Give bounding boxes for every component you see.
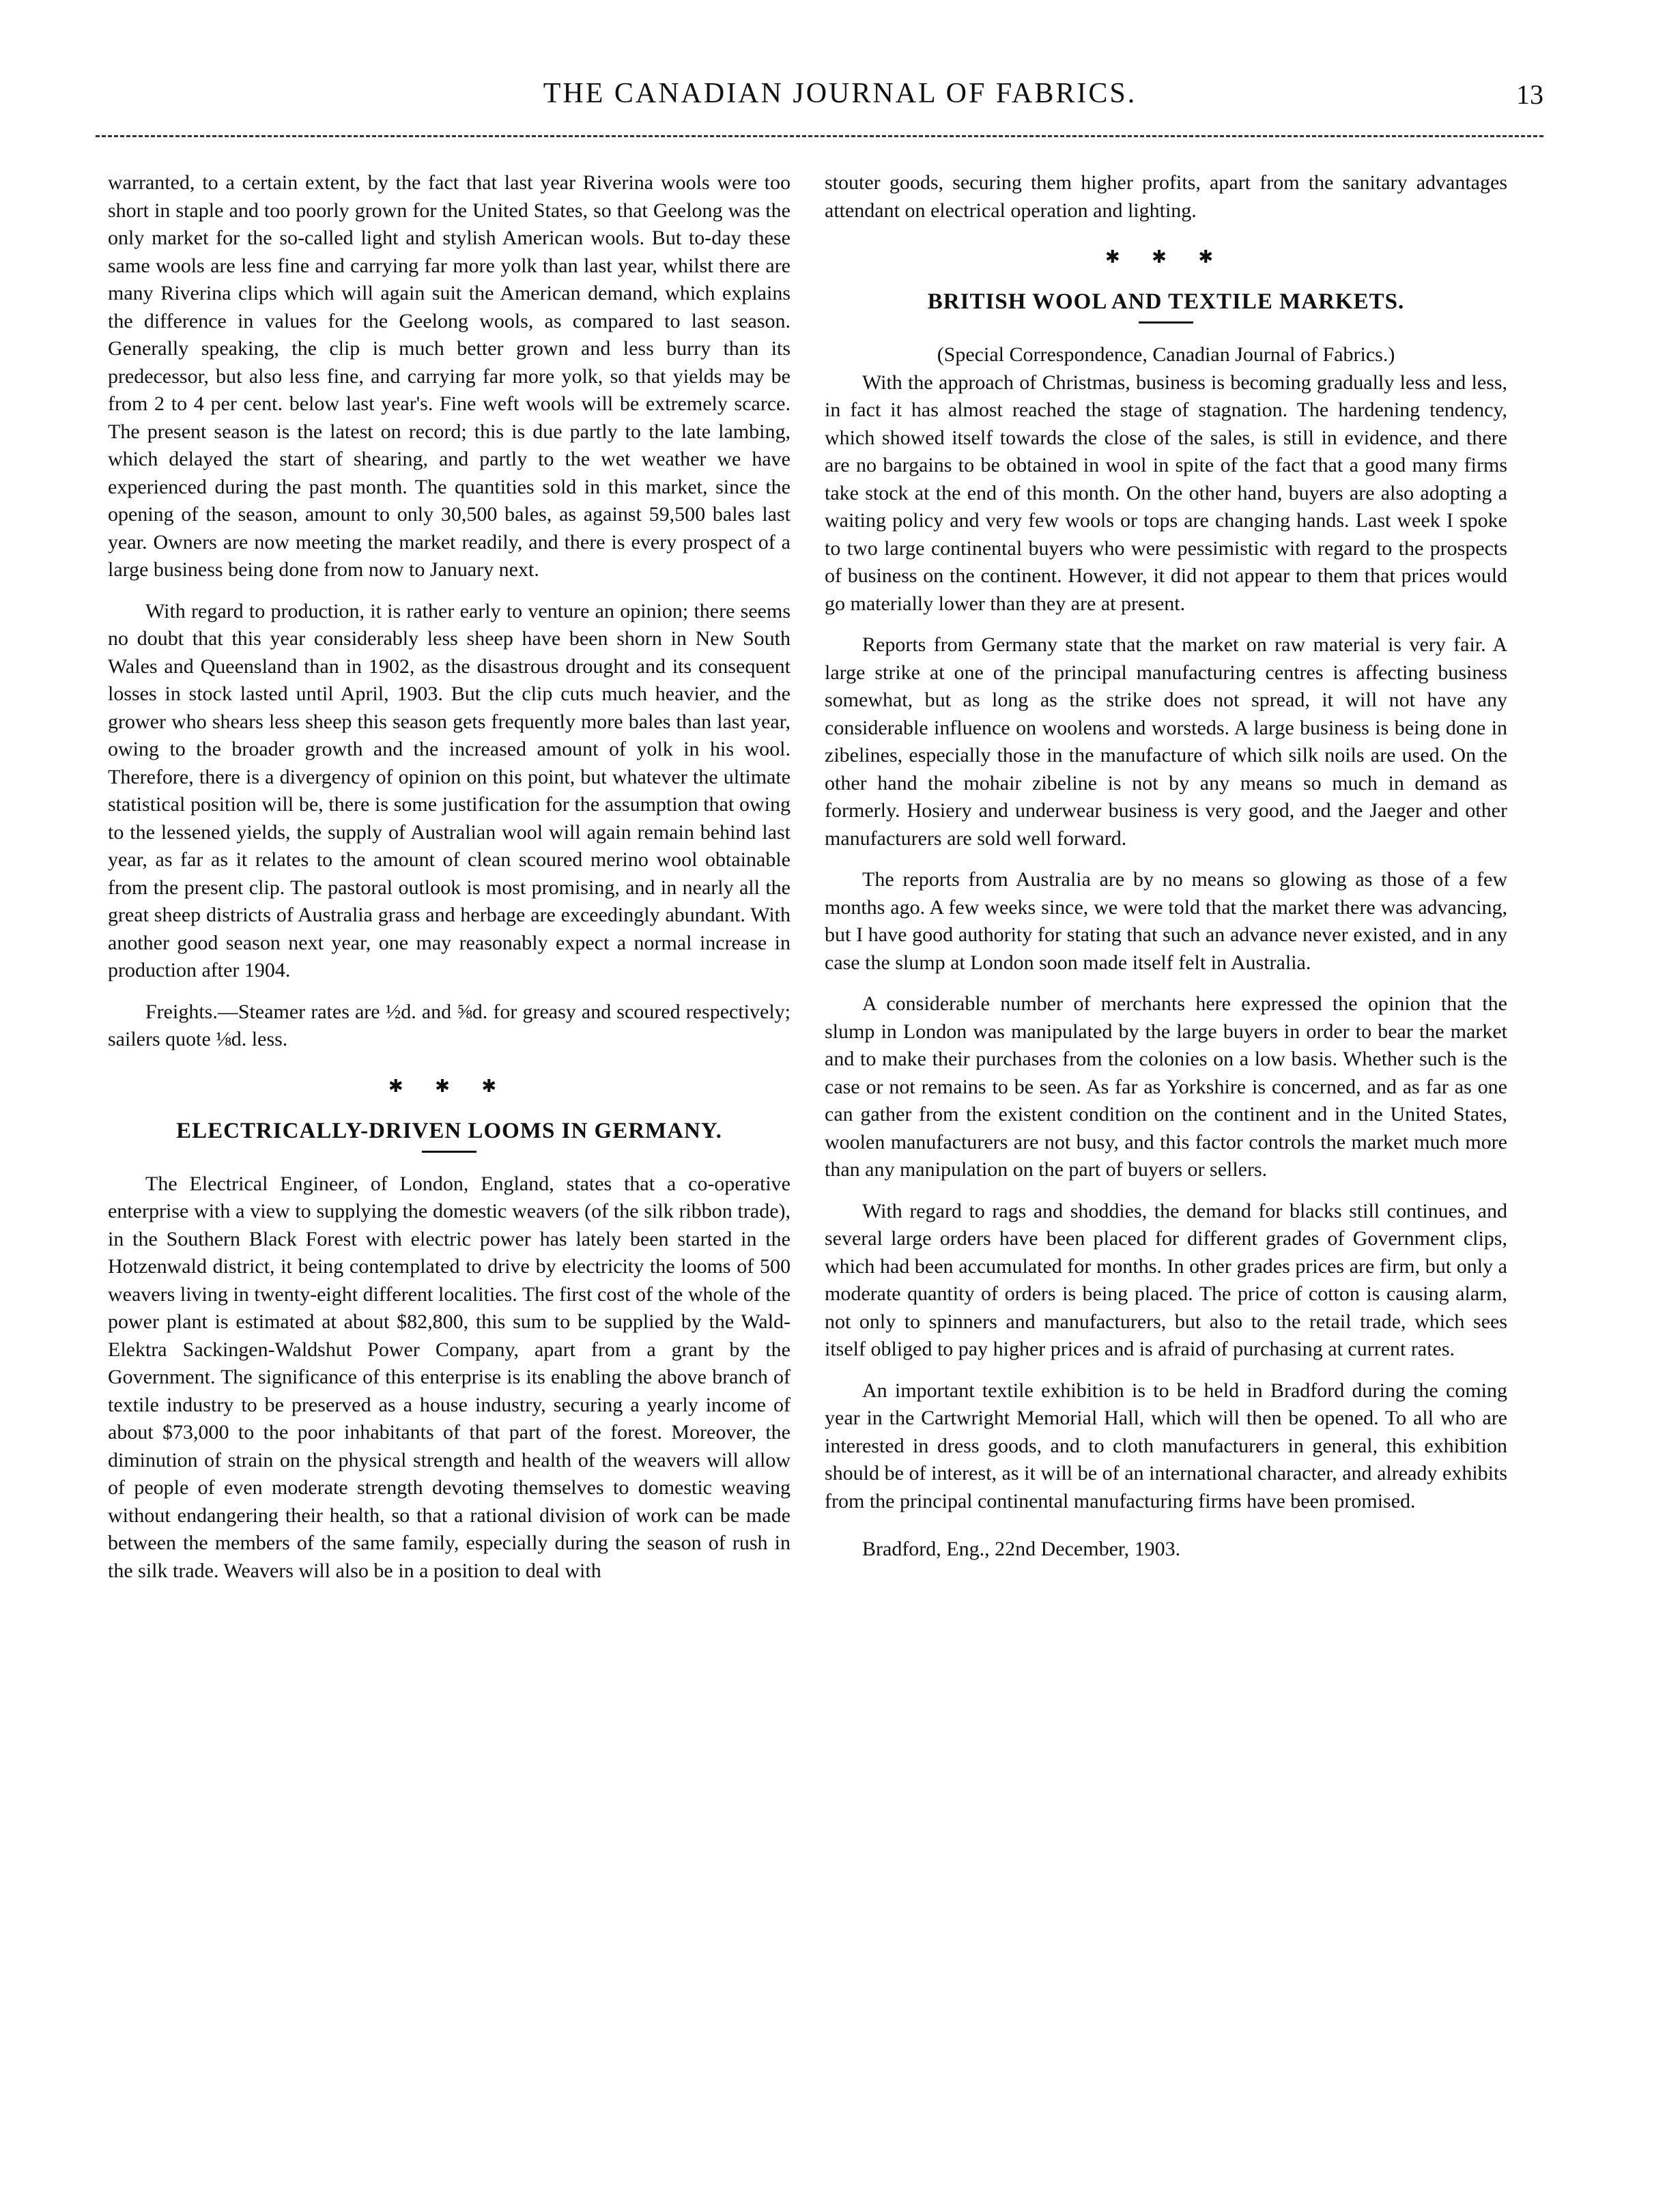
section-ornament: ✱ ✱ ✱ bbox=[388, 1076, 511, 1096]
journal-title: THE CANADIAN JOURNAL OF FABRICS. bbox=[543, 78, 1137, 109]
body-paragraph: An important textile exhibition is to be held in Bradford during the coming year in the Cartwright Memorial Hall, which will then be opened. To all who are interested in dress goods, and to cloth manufacturers in general, this exhibition should be of interest, as it will be of an international character, and already exhibits from the principal continental manufacturing firms have been promised. bbox=[825, 1379, 1507, 1512]
right-column bbox=[825, 169, 1507, 1577]
body-paragraph: With regard to production, it is rather early to venture an opinion; there seems no doubt that this year considerably less sheep have been shorn in New South Wales and Queensland than in 1902, as the disastrous drought and its consequent losses in stock lasted until April, 1903. But the clip cuts much heavier, and the grower who shears less sheep this season gets frequently more bales than last year, owing to the broader growth and the increased amount of yolk in his wool. Therefore, there is a divergency of opinion on this point, but whatever the ultimate statistical position will be, there is some justification for the assumption that owing to the lessened yields, the supply of Australian wool will again remain behind last year, as far as it relates to the amount of clean scoured merino wool obtainable from the present clip. The pastoral outlook is most promising, and in nearly all the great sheep districts of Australia grass and herbage are exceedingly abundant. With another good season next year, one may reasonably expect a normal increase in production after 1904. bbox=[108, 599, 791, 981]
body-paragraph: Freights.—Steamer rates are ½d. and ⅝d. for greasy and scoured respectively; sailers quote ⅛d. less. bbox=[108, 1000, 791, 1050]
article-headline-looms: ELECTRICALLY-DRIVEN LOOMS IN GERMANY. bbox=[176, 1118, 722, 1143]
article-headline-wool-markets: BRITISH WOOL AND TEXTILE MARKETS. bbox=[927, 289, 1405, 314]
body-paragraph: With the approach of Christmas, business is becoming gradually less and less, in fact it has almost reached the stage of stagnation. The hardening tendency, which showed itself towards the close of the sales, is still in evidence, and there are no bargains to be obtained in wool in spite of the fact that a good many firms take stock at the end of this month. On the other hand, buyers are also adopting a waiting policy and very few wools or tops are changing hands. Last week I spoke to two large continental buyers who were pessimistic with regard to the prospects of business on the continent. However, it did not appear to them that prices would go materially lower than they are at present. bbox=[825, 371, 1507, 615]
article-dateline: Bradford, Eng., 22nd December, 1903. bbox=[862, 1538, 1181, 1560]
body-paragraph: The reports from Australia are by no means so glowing as those of a few months ago. A few weeks since, we were told that the market there was advancing, but I have good authority for stating that such an advance never existed, and in any case the slump at London soon made itself felt in Australia. bbox=[825, 868, 1507, 974]
body-paragraph: Reports from Germany state that the market on raw material is very fair. A large strike at one of the principal manufacturing centres is affecting business somewhat, but as long as the strike does not spread, it will not have any considerable influence on woolens and worsteds. A large business is being done in zibelines, especially those in the manufacture of which silk noils are used. On the other hand the mohair zibeline is not by any means so much in demand as formerly. Hosiery and underwear business is very good, and the Jaeger and other manufacturers are sold well forward. bbox=[825, 633, 1507, 850]
section-ornament: ✱ ✱ ✱ bbox=[1105, 247, 1227, 267]
body-paragraph: warranted, to a certain extent, by the fact that last year Riverina wools were too short in staple and too poorly grown for the United States, so that Geelong was the only market for the so-called light and stylish American wools. But to-day these same wools are less fine and carrying far more yolk than last year, whilst there are many Riverina clips which will again suit the American demand, which explains the difference in values for the Geelong wools, as compared to last season. Generally speaking, the clip is much better grown and less burry than its predecessor, but also less fine, and carrying far more yolk, so that yields may be from 2 to 4 per cent. below last year's. Fine weft wools will be extremely scarce. The present season is the latest on record; this is due partly to the late lambing, which delayed the start of shearing, and partly to the wet weather we have experienced during the past month. The quantities sold in this market, since the opening of the season, amount to only 30,500 bales, as against 59,500 bales last year. Owners are now meeting the market readily, and there is every prospect of a large business being done from now to January next. bbox=[108, 171, 791, 581]
body-paragraph: stouter goods, securing them higher profits, apart from the sanitary advantages attendant on electrical operation and lighting. bbox=[825, 171, 1507, 222]
article-byline: (Special Correspondence, Canadian Journal of Fabrics.) bbox=[937, 343, 1395, 366]
body-paragraph: With regard to rags and shoddies, the demand for blacks still continues, and several large orders have been placed for different grades of Government clips, which had been accumulated for months. In other grades prices are firm, but only a moderate quantity of orders is being placed. The price of cotton is causing alarm, not only to spinners and manufacturers, but also to the retail trade, which sees itself obliged to pay higher prices and is afraid of purchasing at current rates. bbox=[825, 1199, 1507, 1360]
header-rule bbox=[96, 135, 1543, 137]
body-paragraph: A considerable number of merchants here expressed the opinion that the slump in London was manipulated by the large buyers in order to bear the market and to make their purchases from the colonies on a low basis. Whether such is the case or not remains to be seen. As far as Yorkshire is concerned, and as far as one can gather from the existent condition on the continent and in the United States, woolen manufacturers are not busy, and this factor controls the market much more than any manipulation on the part of buyers or sellers. bbox=[825, 992, 1507, 1181]
left-column bbox=[108, 169, 791, 1598]
page-number: 13 bbox=[1516, 79, 1543, 110]
body-paragraph: The Electrical Engineer, of London, England, states that a co-operative enterprise with a view to supplying the domestic weavers (of the silk ribbon trade), in the Southern Black Forest with electric power has lately been started in the Hotzenwald district, it being contemplated to drive by electricity the looms of 500 weavers living in twenty-eight different localities. The first cost of the whole of the power plant is estimated at about $82,800, this sum to be supplied by the Wald-Elektra Sackingen-Waldshut Power Company, apart from a grant by the Government. The significance of this enterprise is its enabling the above branch of textile industry to be preserved as a house industry, securing a yearly income of about $73,000 to the poor inhabitants of that part of the forest. Moreover, the diminution of strain on the physical strength and health of the weavers will allow of people of even moderate strength devoting themselves to domestic weaving without endangering their health, so that a rational division of work can be made between the members of the same family, especially during the season of rush in the silk trade. Weavers will also be in a position to deal with bbox=[108, 1172, 791, 1582]
headline-rule bbox=[422, 1151, 476, 1153]
headline-rule bbox=[1139, 321, 1193, 324]
